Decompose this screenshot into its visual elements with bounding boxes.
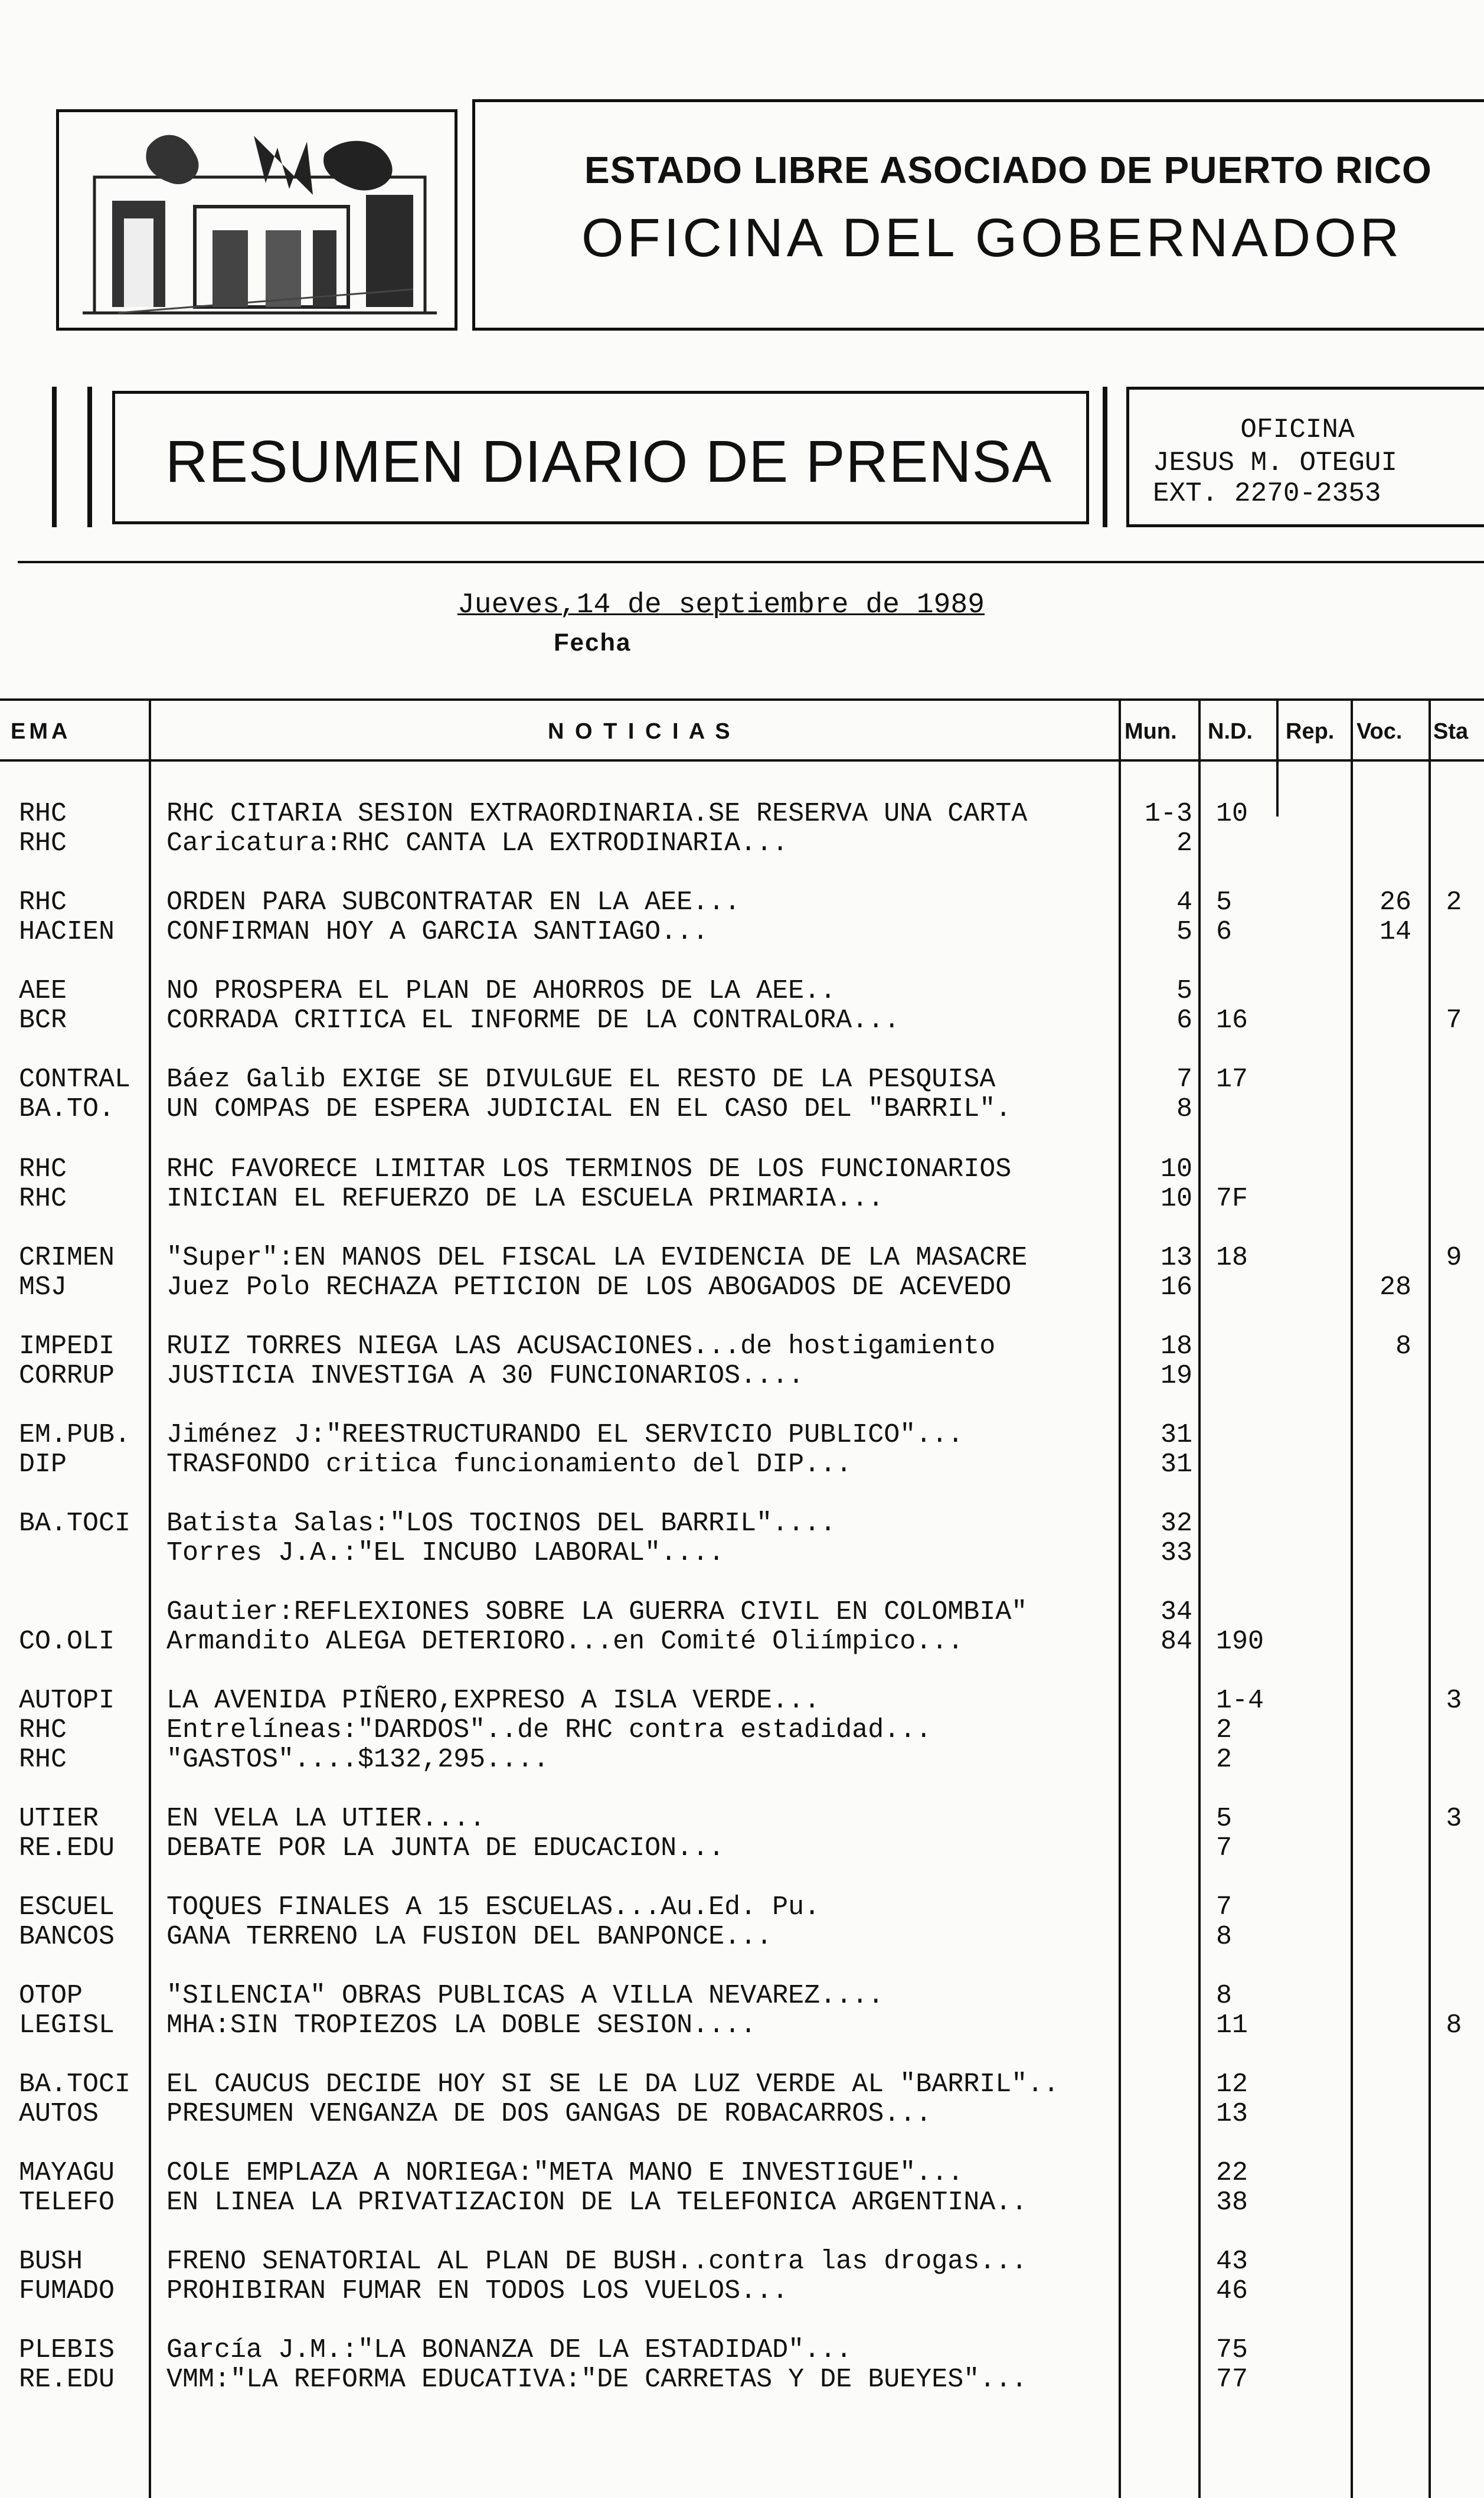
header-title-box	[472, 99, 1484, 331]
row-tema: PLEBIS	[19, 2335, 115, 2365]
row-tema: RHC	[19, 1154, 67, 1184]
row-noticia: Jiménez J:"REESTRUCTURANDO EL SERVICIO PUBLICO"...	[166, 1420, 964, 1450]
row-nd: 10	[1216, 799, 1248, 829]
building-seal-icon	[59, 112, 455, 328]
row-sta: 3	[1446, 1804, 1462, 1834]
row-noticia: Báez Galib EXIGE SE DIVULGUE EL RESTO DE LA PESQUISA	[166, 1064, 996, 1095]
banner-box	[112, 391, 1089, 524]
row-tema: CO.OLI	[19, 1627, 115, 1657]
row-nd: 12	[1216, 2069, 1248, 2099]
row-tema: RHC	[19, 828, 67, 858]
row-tema: ESCUEL	[19, 1892, 115, 1922]
row-mun: 10	[1160, 1154, 1192, 1184]
row-nd: 13	[1216, 2099, 1248, 2129]
row-tema: HACIEN	[19, 917, 115, 947]
row-noticia: LA AVENIDA PIÑERO,EXPRESO A ISLA VERDE...	[166, 1686, 821, 1716]
office-ext: EXT. 2270-2353	[1153, 478, 1381, 509]
row-tema: BA.TOCI	[19, 2069, 131, 2099]
row-mun: 34	[1160, 1597, 1192, 1627]
row-tema: UTIER	[19, 1804, 99, 1834]
row-mun: 32	[1160, 1508, 1192, 1539]
row-noticia: VMM:"LA REFORMA EDUCATIVA:"DE CARRETAS Y DE BUEYES"...	[166, 2365, 1028, 2395]
row-noticia: Torres J.A.:"EL INCUBO LABORAL"....	[166, 1538, 725, 1568]
row-tema: AUTOS	[19, 2099, 99, 2129]
row-noticia: Batista Salas:"LOS TOCINOS DEL BARRIL"....	[166, 1508, 836, 1539]
row-nd: 38	[1216, 2187, 1248, 2218]
row-nd: 11	[1216, 2010, 1248, 2040]
row-noticia: TOQUES FINALES A 15 ESCUELAS...Au.Ed. Pu.	[166, 1892, 821, 1922]
row-sta: 7	[1446, 1005, 1462, 1036]
row-noticia: Juez Polo RECHAZA PETICION DE LOS ABOGADOS DE ACEVEDO	[166, 1272, 1012, 1302]
row-nd: 190	[1216, 1627, 1264, 1657]
row-nd: 17	[1216, 1064, 1248, 1095]
office-name: JESUS M. OTEGUI	[1153, 448, 1398, 478]
row-tema: BA.TOCI	[19, 1508, 131, 1539]
row-mun: 31	[1160, 1449, 1192, 1480]
row-noticia: EN LINEA LA PRIVATIZACION DE LA TELEFONICA ARGENTINA..	[166, 2187, 1028, 2218]
row-noticia: EL CAUCUS DECIDE HOY SI SE LE DA LUZ VERDE AL "BARRIL"..	[166, 2069, 1060, 2099]
row-tema: RHC	[19, 799, 67, 829]
row-sta: 3	[1446, 1686, 1462, 1716]
row-mun: 10	[1160, 1184, 1192, 1214]
row-noticia: TRASFONDO critica funcionamiento del DIP...	[166, 1449, 852, 1480]
row-noticia: CORRADA CRITICA EL INFORME DE LA CONTRALORA...	[166, 1005, 900, 1036]
row-mun: 6	[1176, 1005, 1192, 1036]
row-nd: 75	[1216, 2335, 1248, 2365]
table-top-rule	[0, 698, 1484, 701]
row-nd: 8	[1216, 1922, 1233, 1952]
row-mun: 4	[1176, 887, 1192, 917]
row-tema: AUTOPI	[19, 1686, 115, 1716]
row-tema: RHC	[19, 1745, 67, 1775]
col-nd: N.D.	[1208, 719, 1253, 744]
row-mun: 8	[1176, 1094, 1192, 1124]
row-sta: 2	[1446, 887, 1462, 917]
row-nd: 46	[1216, 2276, 1248, 2306]
col-rep: Rep.	[1286, 719, 1335, 744]
row-mun: 2	[1176, 828, 1192, 858]
row-noticia: JUSTICIA INVESTIGA A 30 FUNCIONARIOS....	[166, 1361, 805, 1391]
row-sta: 8	[1446, 2010, 1462, 2040]
row-nd: 2	[1216, 1715, 1233, 1745]
row-tema: CRIMEN	[19, 1243, 115, 1273]
row-tema: RHC	[19, 887, 67, 917]
row-tema: RE.EDU	[19, 1833, 115, 1863]
date-label: Fecha	[554, 628, 632, 656]
row-noticia: "SILENCIA" OBRAS PUBLICAS A VILLA NEVAREZ....	[166, 1981, 884, 2011]
row-nd: 16	[1216, 1005, 1248, 1036]
row-nd: 77	[1216, 2365, 1248, 2395]
row-mun: 16	[1160, 1272, 1192, 1302]
row-noticia: GANA TERRENO LA FUSION DEL BANPONCE...	[166, 1922, 773, 1952]
row-noticia: García J.M.:"LA BONANZA DE LA ESTADIDAD"...	[166, 2335, 852, 2365]
header-line-2: OFICINA DEL GOBERNADOR	[581, 208, 1403, 268]
row-mun: 18	[1160, 1331, 1192, 1361]
row-noticia: Entrelíneas:"DARDOS"..de RHC contra estadidad...	[166, 1715, 932, 1745]
row-voc: 8	[1395, 1331, 1411, 1361]
row-noticia: UN COMPAS DE ESPERA JUDICIAL EN EL CASO DEL "BARRIL".	[166, 1094, 1012, 1124]
row-tema: RHC	[19, 1184, 67, 1214]
row-noticia: CONFIRMAN HOY A GARCIA SANTIAGO...	[166, 917, 709, 947]
row-noticia: NO PROSPERA EL PLAN DE AHORROS DE LA AEE..	[166, 976, 836, 1006]
row-noticia: Gautier:REFLEXIONES SOBRE LA GUERRA CIVIL EN COLOMBIA"	[166, 1597, 1028, 1627]
row-tema: CORRUP	[19, 1361, 115, 1391]
row-nd: 1-4	[1216, 1686, 1264, 1716]
row-nd: 18	[1216, 1243, 1248, 1273]
row-tema: TELEFO	[19, 2187, 115, 2218]
row-mun: 7	[1176, 1064, 1192, 1095]
row-voc: 26	[1379, 887, 1411, 917]
row-noticia: INICIAN EL REFUERZO DE LA ESCUELA PRIMARIA...	[166, 1184, 884, 1214]
row-nd: 2	[1216, 1745, 1233, 1775]
row-mun: 84	[1160, 1627, 1192, 1657]
row-voc: 14	[1379, 917, 1411, 947]
office-box	[1126, 387, 1484, 527]
col-mun: Mun.	[1125, 719, 1177, 744]
col-noticias: N O T I C I A S	[548, 719, 733, 744]
row-sta: 9	[1446, 1243, 1462, 1273]
col-sta: Sta	[1433, 719, 1469, 744]
row-noticia: MHA:SIN TROPIEZOS LA DOBLE SESION....	[166, 2010, 757, 2040]
row-noticia: COLE EMPLAZA A NORIEGA:"META MANO E INVESTIGUE"...	[166, 2158, 964, 2188]
row-noticia: PRESUMEN VENGANZA DE DOS GANGAS DE ROBACARROS...	[166, 2099, 932, 2129]
col-tema: EMA	[11, 719, 71, 744]
row-mun: 13	[1160, 1243, 1192, 1273]
row-nd: 6	[1216, 917, 1233, 947]
row-tema: BANCOS	[19, 1922, 115, 1952]
row-nd: 5	[1216, 887, 1233, 917]
header-line-1: ESTADO LIBRE ASOCIADO DE PUERTO RICO	[584, 149, 1432, 191]
row-mun: 33	[1160, 1538, 1192, 1568]
row-noticia: RHC CITARIA SESION EXTRAORDINARIA.SE RESERVA UNA CARTA	[166, 799, 1028, 829]
row-voc: 28	[1379, 1272, 1411, 1302]
row-tema: DIP	[19, 1449, 67, 1480]
row-noticia: FRENO SENATORIAL AL PLAN DE BUSH..contra las drogas...	[166, 2246, 1028, 2277]
row-tema: EM.PUB.	[19, 1420, 131, 1450]
row-tema: OTOP	[19, 1981, 83, 2011]
row-noticia: RUIZ TORRES NIEGA LAS ACUSACIONES...de hostigamiento	[166, 1331, 996, 1361]
logo-box	[56, 109, 457, 331]
row-tema: CONTRAL	[19, 1064, 131, 1095]
row-tema: AEE	[19, 976, 67, 1006]
row-mun: 5	[1176, 917, 1192, 947]
row-tema: RE.EDU	[19, 2365, 115, 2395]
row-noticia: Caricatura:RHC CANTA LA EXTRODINARIA...	[166, 828, 789, 858]
row-tema: MSJ	[19, 1272, 67, 1302]
row-noticia: DEBATE POR LA JUNTA DE EDUCACION...	[166, 1833, 725, 1863]
row-noticia: "Super":EN MANOS DEL FISCAL LA EVIDENCIA DE LA MASACRE	[166, 1243, 1028, 1273]
row-nd: 7	[1216, 1833, 1233, 1863]
row-noticia: EN VELA LA UTIER....	[166, 1804, 486, 1834]
row-tema: RHC	[19, 1715, 67, 1745]
banner-title: RESUMEN DIARIO DE PRENSA	[165, 429, 1052, 495]
row-tema: BCR	[19, 1005, 67, 1036]
row-noticia: "GASTOS"....$132,295....	[166, 1745, 550, 1775]
col-voc: Voc.	[1356, 719, 1403, 744]
row-tema: MAYAGU	[19, 2158, 115, 2188]
row-tema: BA.TO.	[19, 1094, 115, 1124]
row-noticia: RHC FAVORECE LIMITAR LOS TERMINOS DE LOS FUNCIONARIOS	[166, 1154, 1012, 1184]
row-tema: IMPEDI	[19, 1331, 115, 1361]
table-header-rule	[0, 759, 1484, 762]
row-tema: FUMADO	[19, 2276, 115, 2306]
row-nd: 8	[1216, 1981, 1233, 2011]
row-tema: BUSH	[19, 2246, 83, 2277]
row-mun: 5	[1176, 976, 1192, 1006]
row-noticia: Armandito ALEGA DETERIORO...en Comité Oliímpico...	[166, 1627, 964, 1657]
row-mun: 31	[1160, 1420, 1192, 1450]
office-label: OFICINA	[1240, 414, 1355, 445]
row-mun: 1-3	[1144, 799, 1192, 829]
row-noticia: PROHIBIRAN FUMAR EN TODOS LOS VUELOS...	[166, 2276, 789, 2306]
row-nd: 7F	[1216, 1184, 1248, 1214]
date-value: Jueves,14 de septiembre de 1989	[457, 589, 985, 621]
row-nd: 5	[1216, 1804, 1233, 1834]
row-nd: 43	[1216, 2246, 1248, 2277]
row-nd: 22	[1216, 2158, 1248, 2188]
row-noticia: ORDEN PARA SUBCONTRATAR EN LA AEE...	[166, 887, 741, 917]
row-nd: 7	[1216, 1892, 1233, 1922]
row-tema: LEGISL	[19, 2010, 115, 2040]
row-mun: 19	[1160, 1361, 1192, 1391]
